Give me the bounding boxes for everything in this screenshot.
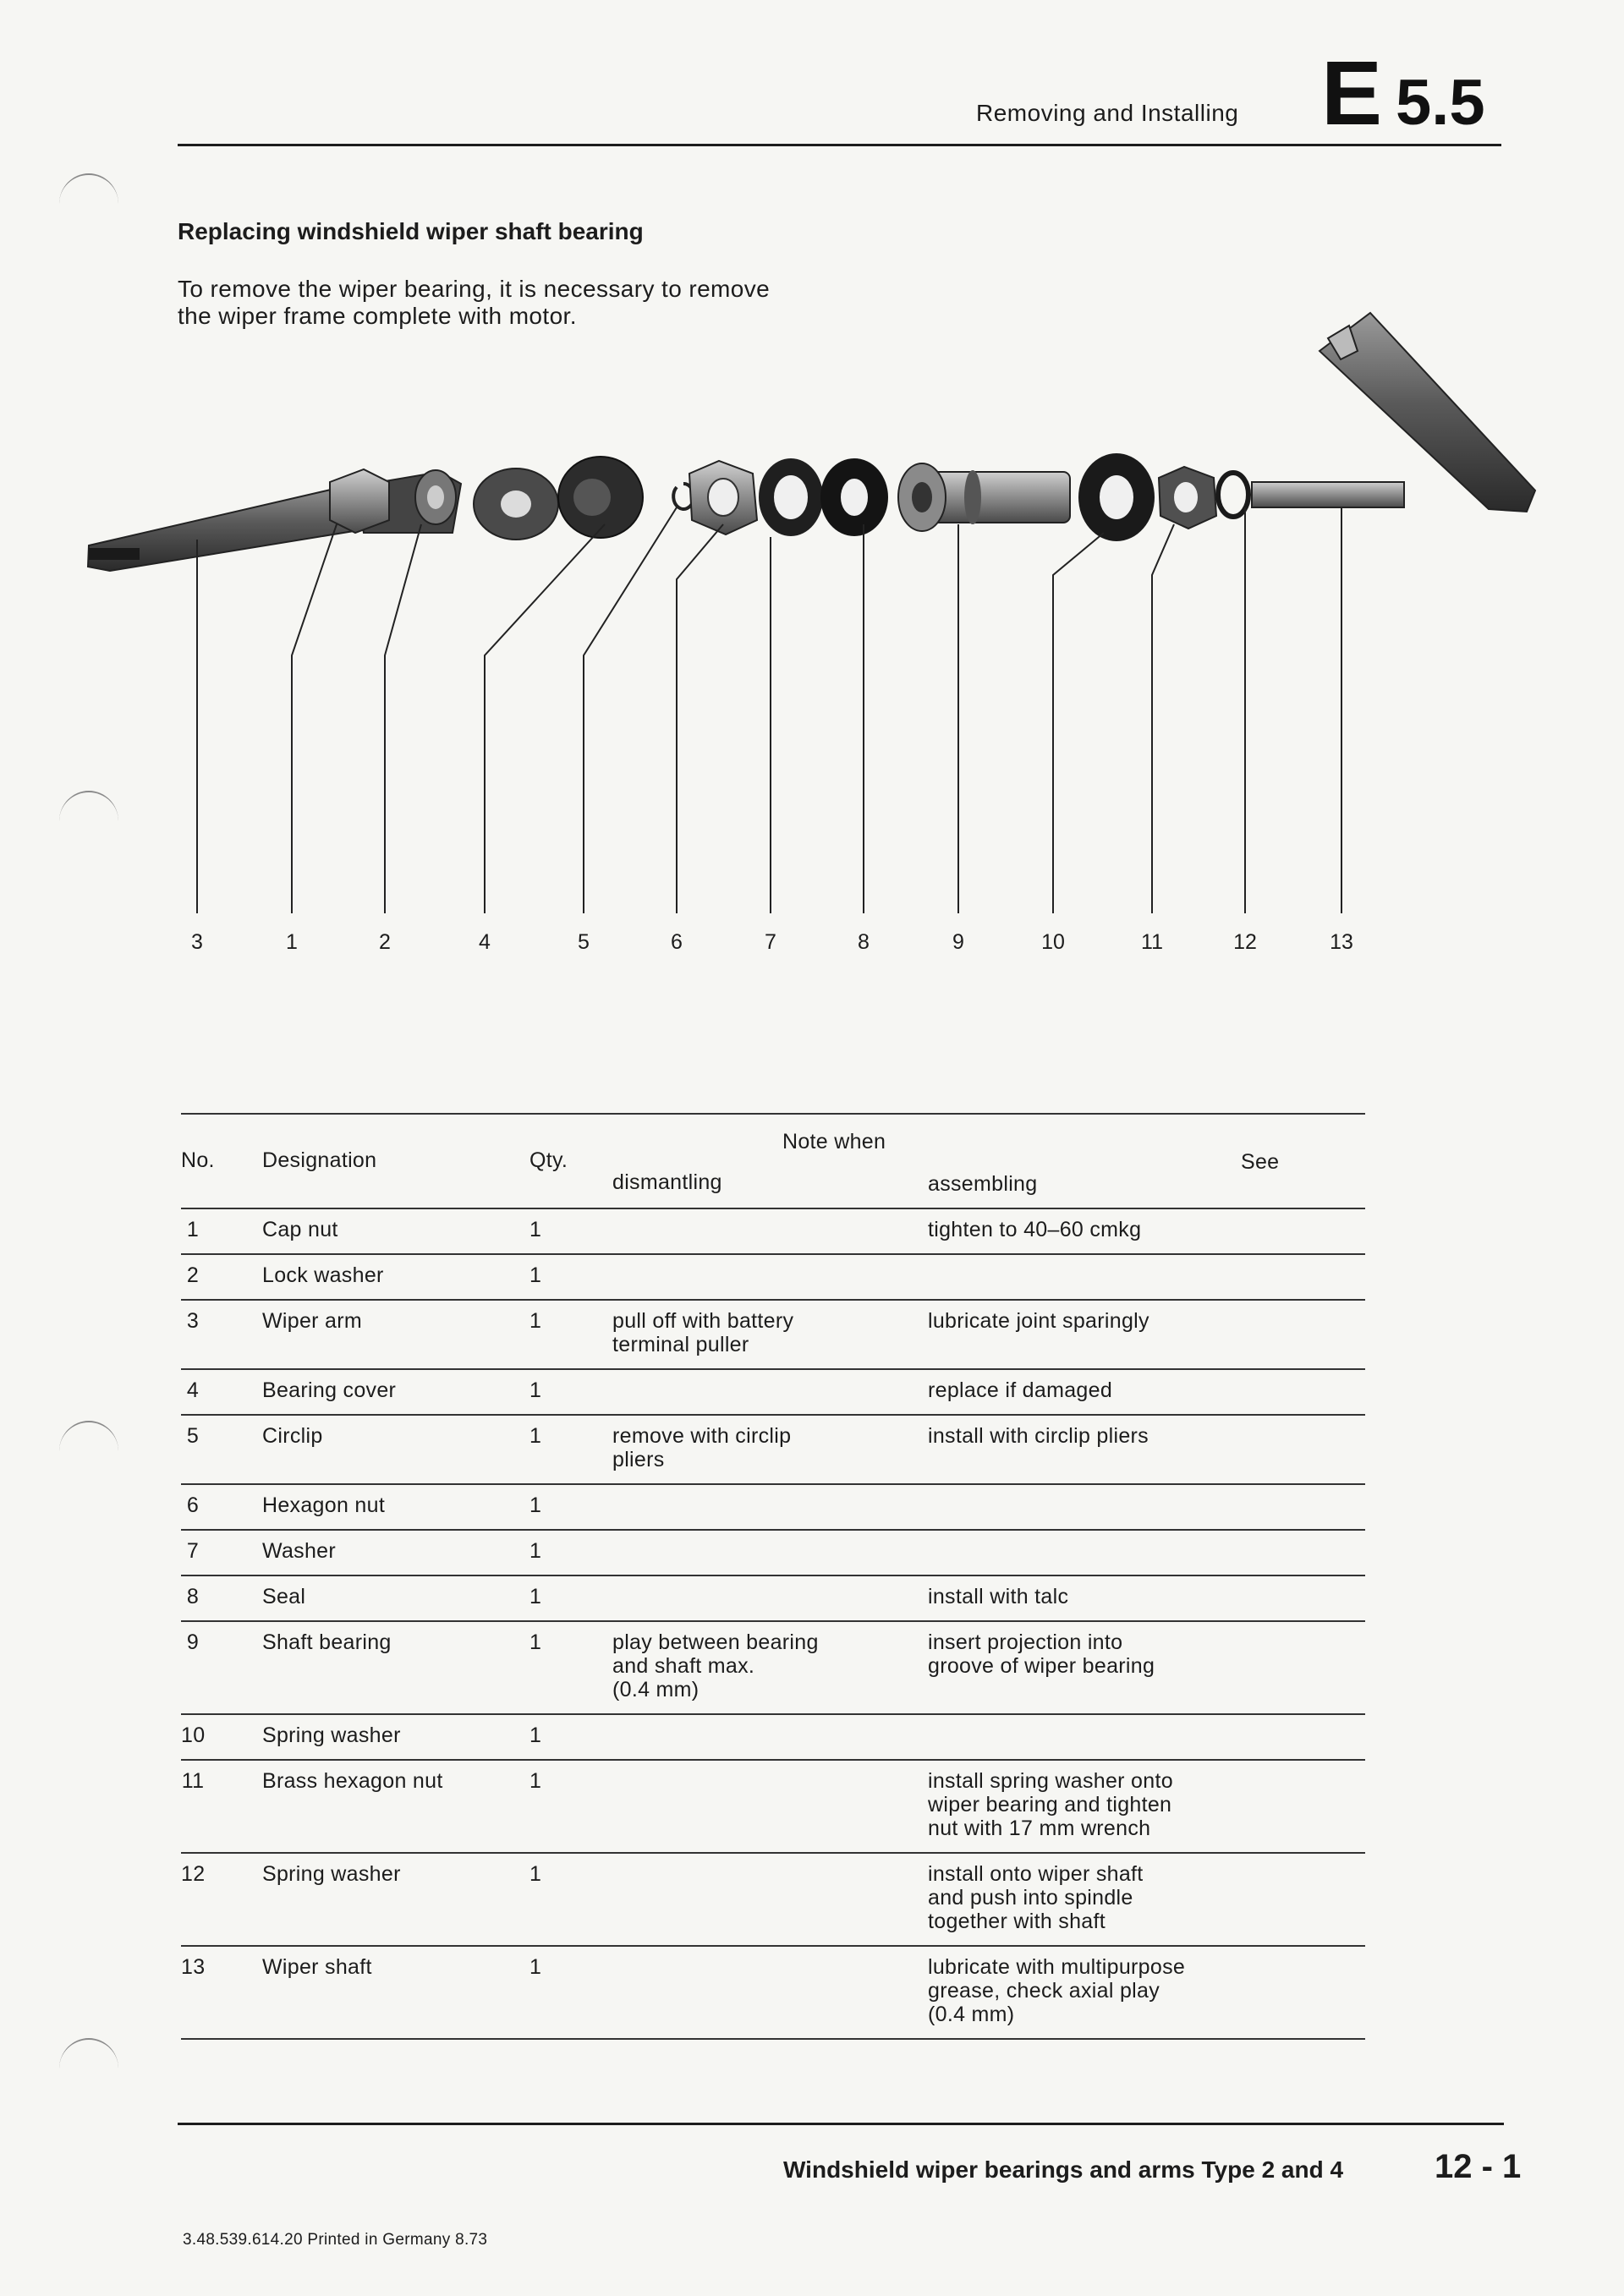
row-number: 9 xyxy=(186,1630,200,1654)
row-note-assembling: tighten to 40–60 cmkg xyxy=(928,1218,1142,1241)
part-brass-hexagon-nut xyxy=(1159,467,1216,529)
table-header-rule xyxy=(181,1208,1365,1209)
part-seal xyxy=(820,458,888,536)
row-note-assembling: lubricate joint sparingly xyxy=(928,1309,1149,1333)
row-qty: 1 xyxy=(529,1493,542,1517)
table-row-rule xyxy=(181,1253,1365,1255)
row-number: 11 xyxy=(181,1769,205,1793)
row-designation: Bearing cover xyxy=(262,1378,397,1402)
row-note-assembling: replace if damaged xyxy=(928,1378,1113,1402)
callout-number: 8 xyxy=(858,930,870,954)
header-rule xyxy=(178,144,1501,146)
part-shaft-bearing xyxy=(898,463,1070,531)
callout-number: 10 xyxy=(1041,930,1065,954)
row-designation: Cap nut xyxy=(262,1218,338,1241)
row-number: 1 xyxy=(186,1218,200,1241)
part-spring-washer xyxy=(1078,453,1155,541)
table-top-rule xyxy=(181,1113,1365,1115)
row-note-assembling: install with circlip pliers xyxy=(928,1424,1149,1448)
table-header-designation: Designation xyxy=(262,1148,377,1172)
row-designation: Hexagon nut xyxy=(262,1493,386,1517)
row-note-dismantling: pull off with battery terminal puller xyxy=(612,1309,794,1356)
row-qty: 1 xyxy=(529,1955,542,1979)
row-number: 7 xyxy=(186,1539,200,1563)
callout-number: 3 xyxy=(191,930,203,954)
part-washer xyxy=(759,458,823,536)
callout-leader-lines xyxy=(197,507,1341,913)
header-title: Removing and Installing xyxy=(976,100,1239,126)
table-header-qty: Qty. xyxy=(529,1148,568,1172)
row-designation: Spring washer xyxy=(262,1723,401,1747)
row-designation: Washer xyxy=(262,1539,337,1563)
table-header-no: No. xyxy=(181,1148,215,1172)
row-qty: 1 xyxy=(529,1630,542,1654)
callout-labels xyxy=(191,930,1353,954)
part-cap-nut xyxy=(330,469,389,533)
table-row-rule xyxy=(181,1713,1365,1715)
intro-text: To remove the wiper bearing, it is necessary to remove the wiper frame complete with motor. xyxy=(178,276,771,329)
row-note-assembling: insert projection into groove of wiper bearing xyxy=(928,1630,1155,1678)
table-header-assembling: assembling xyxy=(928,1172,1038,1196)
callout-number: 6 xyxy=(671,930,683,954)
exploded-view-diagram xyxy=(0,279,1624,956)
table-row-rule xyxy=(181,1575,1365,1576)
row-qty: 1 xyxy=(529,1862,542,1886)
row-qty: 1 xyxy=(529,1585,542,1608)
row-number: 13 xyxy=(181,1955,206,1979)
table-row-rule xyxy=(181,1852,1365,1854)
row-note-assembling: install with talc xyxy=(928,1585,1069,1608)
callout-number: 7 xyxy=(765,930,776,954)
row-designation: Brass hexagon nut xyxy=(262,1769,443,1793)
part-hexagon-nut xyxy=(689,461,757,534)
row-qty: 1 xyxy=(529,1723,542,1747)
page-number: 12 - 1 xyxy=(1435,2148,1522,2185)
table-row-rule xyxy=(181,1620,1365,1622)
row-qty: 1 xyxy=(529,1309,542,1333)
section-number: 5.5 xyxy=(1396,67,1485,139)
table-row-rule xyxy=(181,1529,1365,1531)
row-designation: Shaft bearing xyxy=(262,1630,392,1654)
row-designation: Wiper arm xyxy=(262,1309,362,1333)
section-letter: E xyxy=(1321,41,1383,144)
row-note-assembling: lubricate with multipurpose grease, check axial play (0.4 mm) xyxy=(928,1955,1186,2026)
row-qty: 1 xyxy=(529,1378,542,1402)
callout-number: 13 xyxy=(1330,930,1353,954)
part-wiper-shaft xyxy=(1252,313,1535,512)
row-note-dismantling: remove with circlip pliers xyxy=(612,1424,792,1471)
row-number: 6 xyxy=(186,1493,200,1517)
table-row-rule xyxy=(181,1299,1365,1301)
row-number: 4 xyxy=(186,1378,200,1402)
part-spring-washer-small xyxy=(1218,473,1248,517)
table-header-see: See xyxy=(1241,1150,1280,1174)
callout-number: 12 xyxy=(1233,930,1257,954)
row-number: 5 xyxy=(186,1424,200,1448)
callout-number: 4 xyxy=(479,930,491,954)
table-row-rule xyxy=(181,2038,1365,2040)
table-header-dismantling: dismantling xyxy=(612,1170,722,1194)
row-designation: Wiper shaft xyxy=(262,1955,372,1979)
row-number: 2 xyxy=(186,1263,200,1287)
print-line: 3.48.539.614.20 Printed in Germany 8.73 xyxy=(183,2231,488,2249)
footer-title: Windshield wiper bearings and arms Type 2 and 4 xyxy=(783,2156,1344,2183)
row-qty: 1 xyxy=(529,1424,542,1448)
row-designation: Spring washer xyxy=(262,1862,401,1886)
punch-hole-mark xyxy=(59,1421,118,1482)
part-bearing-cover xyxy=(558,457,643,538)
row-number: 10 xyxy=(181,1723,206,1747)
row-qty: 1 xyxy=(529,1539,542,1563)
row-number: 8 xyxy=(186,1585,200,1608)
callout-number: 1 xyxy=(286,930,298,954)
row-note-assembling: install onto wiper shaft and push into spindle together with shaft xyxy=(928,1862,1144,1933)
row-note-assembling: install spring washer onto wiper bearing and tighten nut with 17 mm wrench xyxy=(928,1769,1173,1840)
table-row-rule xyxy=(181,1368,1365,1370)
callout-number: 2 xyxy=(379,930,391,954)
punch-hole-mark xyxy=(59,173,118,234)
row-designation: Circlip xyxy=(262,1424,323,1448)
row-qty: 1 xyxy=(529,1263,542,1287)
table-row-rule xyxy=(181,1945,1365,1947)
row-designation: Seal xyxy=(262,1585,306,1608)
callout-number: 11 xyxy=(1141,930,1163,954)
row-qty: 1 xyxy=(529,1769,542,1793)
row-qty: 1 xyxy=(529,1218,542,1241)
callout-number: 9 xyxy=(952,930,964,954)
row-number: 3 xyxy=(186,1309,200,1333)
row-designation: Lock washer xyxy=(262,1263,384,1287)
table-row-rule xyxy=(181,1483,1365,1485)
punch-hole-mark xyxy=(59,2038,118,2099)
table-row-rule xyxy=(181,1759,1365,1761)
table-header-note-when: Note when xyxy=(782,1130,886,1153)
footer-rule xyxy=(178,2123,1504,2125)
document-heading: Replacing windshield wiper shaft bearing xyxy=(178,218,644,244)
table-row-rule xyxy=(181,1414,1365,1416)
part-wiper-arm xyxy=(88,469,558,571)
part-lock-washer xyxy=(415,470,456,524)
callout-number: 5 xyxy=(578,930,590,954)
row-note-dismantling: play between bearing and shaft max. (0.4 mm) xyxy=(612,1630,819,1701)
row-number: 12 xyxy=(181,1862,206,1886)
